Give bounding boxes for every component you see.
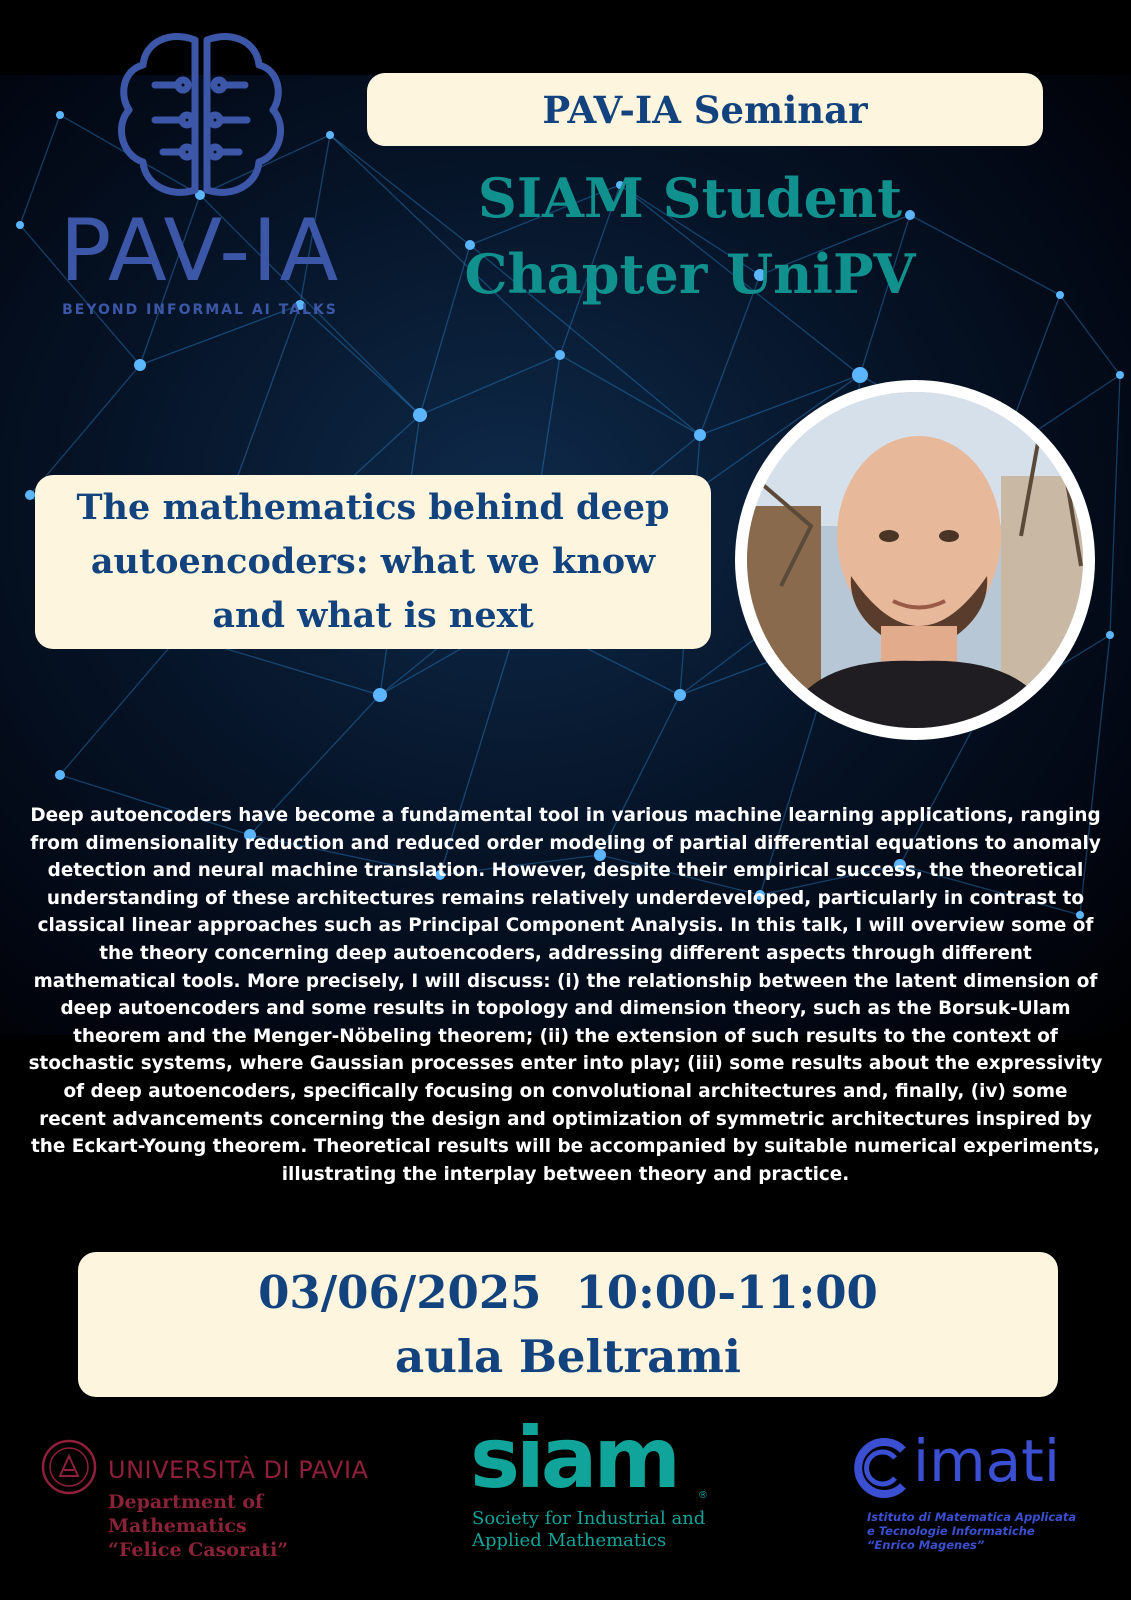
seminar-label: PAV-IA Seminar	[367, 73, 1043, 146]
imati-line-3: “Enrico Magenes”	[867, 1538, 985, 1552]
pavia-wordmark: PAV-IA	[59, 201, 341, 301]
imati-line-2: e Tecnologie Informatiche	[867, 1524, 1035, 1538]
talk-title-line-3: and what is next	[212, 595, 534, 636]
talk-title-line-1: The mathematics behind deep	[76, 487, 670, 528]
chapter-line-1: SIAM Student	[477, 166, 903, 230]
imati-logo	[845, 1427, 1085, 1552]
siam-line-1: Society for Industrial and	[472, 1508, 706, 1529]
unipv-dept-line-2: “Felice Casorati”	[108, 1539, 289, 1561]
event-info-box	[78, 1252, 1058, 1397]
siam-logo	[470, 1409, 730, 1558]
unipv-department	[108, 1490, 400, 1562]
imati-mark-icon	[845, 1438, 915, 1498]
imati-wordmark: imati	[913, 1427, 1061, 1495]
pavia-tagline: BEYOND INFORMAL AI TALKS	[62, 302, 338, 318]
unipv-dept-line-1: Department of Mathematics	[108, 1491, 264, 1537]
event-time: 10:00-11:00	[575, 1265, 878, 1319]
siam-line-2: Applied Mathematics	[472, 1530, 667, 1551]
unipv-name: UNIVERSITÀ DI PAVIA	[108, 1456, 369, 1484]
chapter-line-2: Chapter UniPV	[464, 242, 916, 306]
event-date: 03/06/2025	[258, 1265, 542, 1319]
date-time-line	[258, 1261, 878, 1325]
pavia-logo	[55, 30, 345, 320]
unipv-logo	[40, 1438, 400, 1561]
talk-title	[77, 481, 670, 643]
siam-subtitle	[472, 1508, 705, 1552]
brain-circuit-icon	[115, 30, 285, 205]
event-room: aula Beltrami	[395, 1329, 741, 1383]
siam-registered-mark: ®	[698, 1490, 708, 1501]
siam-wordmark: siam	[470, 1409, 678, 1507]
speaker-photo	[735, 380, 1095, 740]
unipv-seal-icon	[40, 1438, 98, 1496]
talk-abstract: Deep autoencoders have become a fundamental tool in various machine learning applications, ranging from dimensionality reduction and reduced order modeling of partial differential equations to anomaly detection and neural machine translation. However, despite their empirical success, the theoretical understanding of these architectures remains relatively underdeveloped, particularly in contrast to classical linear approaches such as Principal Component Analysis. In this talk, I will overview some of the theory concerning deep autoencoders, addressing different aspects through different mathematical tools. More precisely, I will discuss: (i) the relationship between the latent dimension of deep autoencoders and some results in topology and dimension theory, such as the Borsuk-Ulam theorem and the Menger-Nöbeling theorem; (ii) the extension of such results to the context of stochastic systems, where Gaussian processes enter into play; (iii) some results about the expressivity of deep autoencoders, specifically focusing on convolutional architectures and, finally, (iv) some recent advancements concerning the design and optimization of symmetric architectures inspired by the Eckart-Young theorem. Theoretical results will be accompanied by suitable numerical experiments, illustrating the interplay between theory and practice.	[28, 805, 1103, 1185]
speaker-portrait	[741, 386, 1089, 734]
imati-line-1: Istituto di Matematica Applicata	[867, 1510, 1077, 1524]
talk-title-box	[35, 475, 711, 649]
chapter-heading	[400, 160, 980, 312]
talk-title-line-2: autoencoders: what we know	[90, 541, 656, 582]
imati-subtitle	[867, 1510, 1076, 1552]
